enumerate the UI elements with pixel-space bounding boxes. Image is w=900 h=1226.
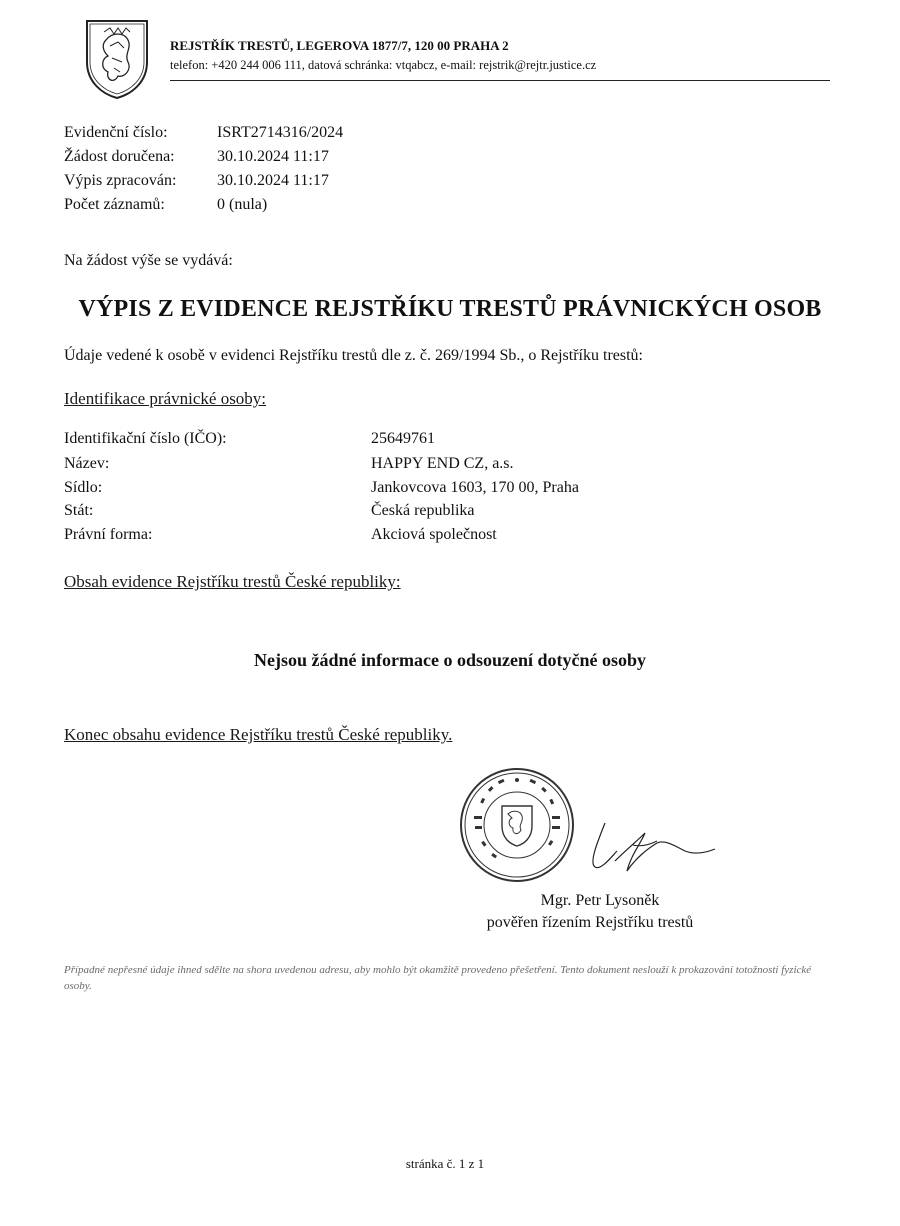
meta-value: 30.10.2024 11:17 [217, 148, 329, 165]
official-stamp-icon [458, 766, 576, 884]
header-divider [170, 80, 830, 81]
intro-text: Na žádost výše se vydává: [64, 252, 233, 269]
header-title: REJSTŘÍK TRESTŮ, LEGEROVA 1877/7, 120 00 PRAHA 2 [170, 38, 509, 53]
ident-label: Právní forma: [64, 526, 153, 543]
end-of-content-heading: Konec obsahu evidence Rejstříku trestů České republiky. [64, 725, 453, 744]
meta-label: Žádost doručena: [64, 148, 175, 165]
meta-value: ISRT2714316/2024 [217, 124, 344, 141]
ident-value: 25649761 [371, 430, 435, 447]
page-number: stránka č. 1 z 1 [405, 1156, 485, 1171]
no-record-statement: Nejsou žádné informace o odsouzení dotyčné osoby [254, 650, 646, 670]
coat-of-arms-icon [84, 18, 150, 100]
content-heading: Obsah evidence Rejstříku trestů České republiky: [64, 572, 401, 591]
ident-label: Identifikační číslo (IČO): [64, 430, 227, 447]
ident-label: Sídlo: [64, 479, 103, 496]
signer-role: pověřen řízením Rejstříku trestů [486, 914, 694, 931]
legal-basis-text: Údaje vedené k osobě v evidenci Rejstříku trestů dle z. č. 269/1994 Sb., o Rejstříku trestů: [64, 347, 643, 364]
disclaimer-text: Případné nepřesné údaje ihned sdělte na shora uvedenou adresu, aby mohlo být okamžitě provedeno přešetření. Tento dokument neslouží k prokazování totožnosti fyzické osoby. [64, 964, 812, 992]
ident-value: HAPPY END CZ, a.s. [371, 455, 514, 472]
meta-label: Počet záznamů: [64, 196, 165, 213]
ident-label: Název: [64, 455, 110, 472]
header-contact: telefon: +420 244 006 111, datová schránka: vtqabcz, e-mail: rejstrik@rejtr.justice.cz [170, 58, 597, 72]
meta-label: Výpis zpracován: [64, 172, 177, 189]
ident-value: Česká republika [371, 502, 475, 519]
meta-value: 30.10.2024 11:17 [217, 172, 329, 189]
document-title: VÝPIS Z EVIDENCE REJSTŘÍKU TRESTŮ PRÁVNICKÝCH OSOB [78, 296, 822, 322]
meta-value: 0 (nula) [217, 196, 268, 213]
signer-name: Mgr. Petr Lysoněk [540, 892, 660, 909]
meta-label: Evidenční číslo: [64, 124, 168, 141]
ident-value: Akciová společnost [371, 526, 497, 543]
ident-label: Stát: [64, 502, 94, 519]
signature-icon [585, 815, 720, 880]
ident-value: Jankovcova 1603, 170 00, Praha [371, 479, 579, 496]
identification-heading: Identifikace právnické osoby: [64, 389, 267, 408]
